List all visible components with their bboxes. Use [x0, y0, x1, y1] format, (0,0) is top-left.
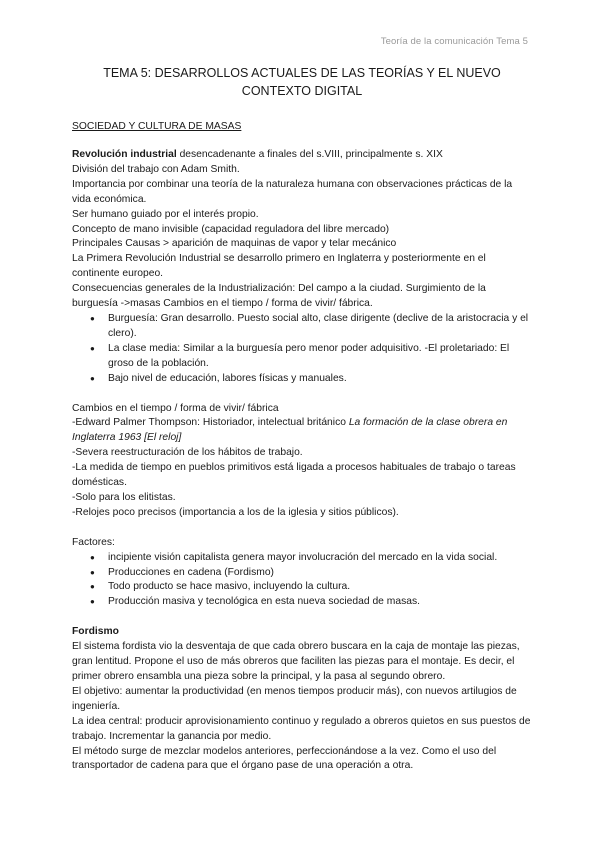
title-line-1: TEMA 5: DESARROLLOS ACTUALES DE LAS TEORÍAS Y EL NUEVO: [103, 66, 501, 80]
fordismo-heading: Fordismo: [72, 626, 119, 638]
thompson-book-title: La formación de la clase obrera en Inglaterra 1963 [El reloj]: [72, 417, 508, 444]
section-heading: SOCIEDAD Y CULTURA DE MASAS: [72, 121, 242, 132]
revolucion-bold-lead: Revolución industrial: [72, 149, 177, 160]
paragraph-line: La idea central: producir aprovisionamiento continuo y regulado a obreros quietos en sus puestos de trabajo. Incrementar la ganancia por medio.: [72, 715, 531, 742]
paragraph-line: Consecuencias generales de la Industrialización: Del campo a la ciudad. Surgimiento de la burguesía ->masas Cambios en el tiempo / forma de vivir/ fábrica.: [72, 283, 486, 310]
paragraph-line: El método surge de mezclar modelos anteriores, perfeccionándose a la vez. Como el uso del transportador de cadena para que el órgano pase de una operación a otra.: [72, 745, 497, 772]
paragraph-line: -Severa reestructuración de los hábitos de trabajo.: [72, 447, 303, 459]
document-body: [72, 60, 532, 774]
paragraph-line: El objetivo: aumentar la productividad (en menos tiempos producir más), con nuevos artilugios de ingeniería.: [72, 685, 517, 712]
list-item: ● incipiente visión capitalista genera mayor involucración del mercado en la vida social.: [108, 551, 532, 566]
cambios-block: [72, 402, 532, 521]
paragraph-line: -La medida de tiempo en pueblos primitivos está ligada a procesos habituales de trabajo o tareas domésticas.: [72, 462, 516, 489]
paragraph-line: Concepto de mano invisible (capacidad reguladora del libre mercado): [72, 223, 390, 235]
revolucion-lead-rest: desencadenante a finales del s.VIII, principalmente s. XIX: [176, 149, 443, 160]
factores-block: [72, 536, 532, 611]
paragraph-line: -Solo para los elitistas.: [72, 491, 176, 503]
paragraph-line: Importancia por combinar una teoría de la naturaleza humana con observaciones prácticas de la vida económica.: [72, 178, 513, 205]
paragraph-line: Ser humano guiado por el interés propio.: [72, 208, 259, 220]
factores-heading: Factores:: [72, 536, 115, 548]
paragraph-line: Principales Causas > aparición de maquinas de vapor y telar mecánico: [72, 238, 397, 250]
revolucion-lead: [72, 148, 532, 163]
list-item: ● Producciones en cadena (Fordismo): [108, 566, 532, 581]
thompson-line: [72, 416, 532, 446]
page-title: [72, 64, 532, 100]
paragraph-line: El sistema fordista vio la desventaja de que cada obrero buscara en la caja de montaje las piezas, gran lentitud. Propone el uso de más obreros que faciliten las piezas para el montaje. Es decir, el primer obrero ensambla una pieza sobre la principal, y la pasa al segundo obrero.: [72, 641, 520, 682]
title-line-2: CONTEXTO DIGITAL: [241, 84, 363, 98]
list-item: ● Burguesía: Gran desarrollo. Puesto social alto, clase dirigente (declive de la aristocracia y el clero).: [108, 312, 532, 342]
paragraph-line: División del trabajo con Adam Smith.: [72, 163, 240, 175]
fordismo-block: [72, 625, 532, 774]
thompson-prefix: -Edward Palmer Thompson: Historiador, intelectual británico: [72, 417, 349, 429]
revolucion-block: [72, 148, 532, 387]
factores-list: [72, 551, 532, 611]
list-item: ● Producción masiva y tecnológica en esta nueva sociedad de masas.: [108, 595, 532, 610]
paragraph-line: La Primera Revolución Industrial se desarrollo primero en Inglaterra y posteriormente en el continente europeo.: [72, 253, 486, 280]
running-header: Teoría de la comunicación Tema 5: [380, 36, 528, 47]
cambios-heading: Cambios en el tiempo / forma de vivir/ fábrica: [72, 402, 279, 414]
paragraph-line: -Relojes poco precisos (importancia a los de la iglesia y sitios públicos).: [72, 506, 399, 518]
list-item: ● Todo producto se hace masivo, incluyendo la cultura.: [108, 580, 532, 595]
list-item: ● La clase media: Similar a la burguesía pero menor poder adquisitivo. -El proletariado: El groso de la población.: [108, 342, 532, 372]
social-classes-list: [72, 312, 532, 387]
list-item: ● Bajo nivel de educación, labores físicas y manuales.: [108, 372, 532, 387]
